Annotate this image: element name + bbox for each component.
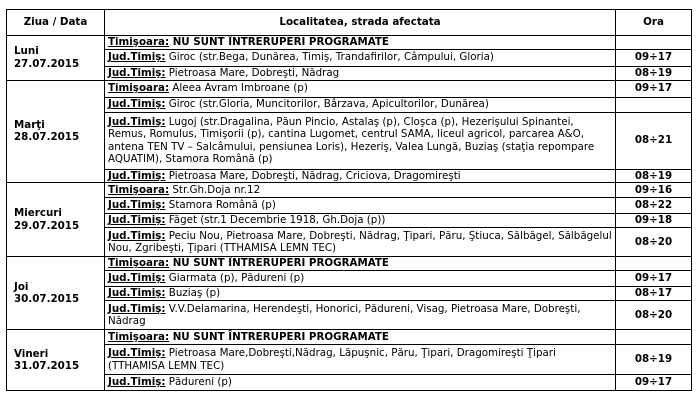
place-label: Jud.Timiş: (108, 302, 166, 315)
place-label: Jud.Timiş: (108, 98, 166, 111)
table-row (7, 36, 692, 50)
time-cell: 08÷17 (616, 287, 692, 301)
day-date: 27.07.2015 (14, 57, 80, 70)
affected-streets: Giarmata (p), Pădureni (p) (165, 272, 305, 285)
affected-streets: Pietroasa Mare,Dobreşti,Nădrag, Lăpuşnic, Păru, Ţipari, Dragomireşti Ţipari (TTHAMISA LEMN TEC) (108, 347, 556, 372)
table-row (7, 80, 692, 97)
table-row (7, 330, 692, 345)
table-row (7, 97, 692, 112)
place-label: Jud.Timiş: (108, 199, 166, 212)
day-cell (7, 330, 105, 391)
time-cell (616, 330, 692, 345)
time-cell: 09÷17 (616, 49, 692, 66)
place-label: Jud.Timiş: (108, 347, 166, 359)
location-cell (105, 49, 616, 66)
location-cell (105, 169, 616, 183)
table-row (7, 271, 692, 287)
table-row (7, 169, 692, 183)
schedule-body (7, 36, 692, 391)
affected-streets: Aleea Avram Imbroane (p) (169, 82, 308, 95)
location-cell (105, 375, 616, 391)
location-cell (105, 36, 616, 50)
place-label: Jud.Timiş: (108, 214, 166, 227)
location-cell (105, 214, 616, 228)
affected-streets: NU SUNT ÎNTRERUPERI PROGRAMATE (169, 36, 389, 48)
place-label: Jud.Timiş: (108, 287, 166, 300)
time-cell: 08÷19 (616, 169, 692, 183)
location-cell (105, 345, 616, 375)
header-row (7, 10, 692, 36)
affected-streets: Giroc (str.Bega, Dunărea, Timiş, Trandafirilor, Câmpului, Gloria) (165, 51, 494, 64)
table-row (7, 228, 692, 257)
day-cell (7, 80, 105, 183)
time-cell: 09÷17 (616, 375, 692, 391)
time-cell (616, 36, 692, 50)
location-cell (105, 198, 616, 214)
affected-streets: Făget (str.1 Decembrie 1918, Gh.Doja (p)) (165, 214, 386, 227)
day-cell (7, 36, 105, 81)
time-cell: 08÷21 (616, 112, 692, 169)
table-row (7, 214, 692, 228)
place-label: Jud.Timiş: (108, 169, 166, 182)
place-label: Timişoara: (108, 330, 170, 343)
affected-streets: Buziaş (p) (165, 287, 221, 300)
table-row (7, 345, 692, 375)
table-row (7, 257, 692, 271)
time-cell: 09÷16 (616, 183, 692, 198)
time-cell: 08÷20 (616, 301, 692, 330)
affected-streets: Lugoj (str.Dragalina, Păun Pincio, Astalaş (p), Cloşca (p), Hezerişului Spinantei, Remus, Romulus, Timişorii (p), cantina Lugomet, centrul SAMA, liceul agricol, parcarea A&O, antena TEN TV – Salcâmului, pensiunea Loris), Hezeriş, Valea Lungă, Buziaş (staţia repompare AQUATIM), Stamora Română (p) (108, 115, 595, 165)
affected-streets: NU SUNT ÎNTRERUPERI PROGRAMATE (169, 257, 389, 270)
place-label: Jud.Timiş: (108, 229, 166, 242)
location-cell (105, 271, 616, 287)
day-cell (7, 183, 105, 257)
location-cell (105, 330, 616, 345)
affected-streets: Peciu Nou, Pietroasa Mare, Dobreşti, Nădrag, Ţipari, Păru, Ştiuca, Sălbăgel, Sălbăgelul Nou, Zgribeşti, Ţipari (TTHAMISA LEMN TEC) (108, 229, 612, 254)
affected-streets: Pădureni (p) (165, 376, 232, 389)
day-name: Vineri (14, 347, 49, 360)
affected-streets: Pietroasa Mare, Dobreşti, Nădrag, Criciova, Dragomireşti (165, 169, 461, 182)
day-cell (7, 257, 105, 330)
time-cell: 09÷17 (616, 271, 692, 287)
time-cell: 08÷19 (616, 345, 692, 375)
table-row (7, 198, 692, 214)
header-day: Ziua / Data (7, 10, 105, 36)
location-cell (105, 287, 616, 301)
affected-streets: Giroc (str.Gloria, Muncitorilor, Bârzava, Apicultorilor, Dunărea) (165, 98, 489, 111)
place-label: Timişoara: (108, 183, 170, 196)
header-time: Ora (616, 10, 692, 36)
day-date: 30.07.2015 (14, 293, 80, 305)
time-cell: 08÷20 (616, 228, 692, 257)
affected-streets: Pietroasa Mare, Dobreşti, Nădrag (165, 66, 340, 79)
day-date: 28.07.2015 (14, 131, 80, 144)
table-row (7, 301, 692, 330)
header-location: Localitatea, strada afectata (105, 10, 616, 36)
day-name: Luni (14, 45, 39, 58)
affected-streets: V.V.Delamarina, Herendeşti, Honorici, Pădureni, Visag, Pietroasa Mare, Dobreşti, Nădrag (108, 302, 581, 327)
day-date: 29.07.2015 (14, 219, 80, 232)
location-cell (105, 97, 616, 112)
table-row (7, 287, 692, 301)
time-cell (616, 257, 692, 271)
day-name: Miercuri (14, 207, 62, 219)
place-label: Timişoara: (108, 257, 170, 270)
place-label: Jud.Timiş: (108, 376, 166, 389)
time-cell: 08÷19 (616, 66, 692, 80)
table-row (7, 66, 692, 80)
time-cell: 08÷22 (616, 198, 692, 214)
location-cell (105, 66, 616, 80)
day-name: Joi (14, 280, 29, 293)
affected-streets: Str.Gh.Doja nr.12 (169, 183, 261, 196)
location-cell (105, 257, 616, 271)
place-label: Jud.Timiş: (108, 66, 166, 79)
table-row (7, 183, 692, 198)
place-label: Jud.Timiş: (108, 51, 166, 64)
table-row (7, 112, 692, 169)
place-label: Jud.Timiş: (108, 272, 166, 285)
location-cell (105, 228, 616, 257)
day-date: 31.07.2015 (14, 360, 80, 372)
day-name: Marţi (14, 118, 45, 131)
affected-streets: Stamora Română (p) (165, 199, 276, 212)
table-row (7, 49, 692, 66)
location-cell (105, 112, 616, 169)
location-cell (105, 301, 616, 330)
location-cell (105, 183, 616, 198)
place-label: Timişoara: (108, 36, 170, 48)
affected-streets: NU SUNT ÎNTRERUPERI PROGRAMATE (169, 330, 389, 343)
place-label: Jud.Timiş: (108, 115, 166, 128)
place-label: Timişoara: (108, 82, 170, 95)
outage-schedule-table (6, 9, 692, 391)
location-cell (105, 80, 616, 97)
time-cell: 09÷17 (616, 80, 692, 97)
table-row (7, 375, 692, 391)
time-cell (616, 97, 692, 112)
time-cell: 09÷18 (616, 214, 692, 228)
